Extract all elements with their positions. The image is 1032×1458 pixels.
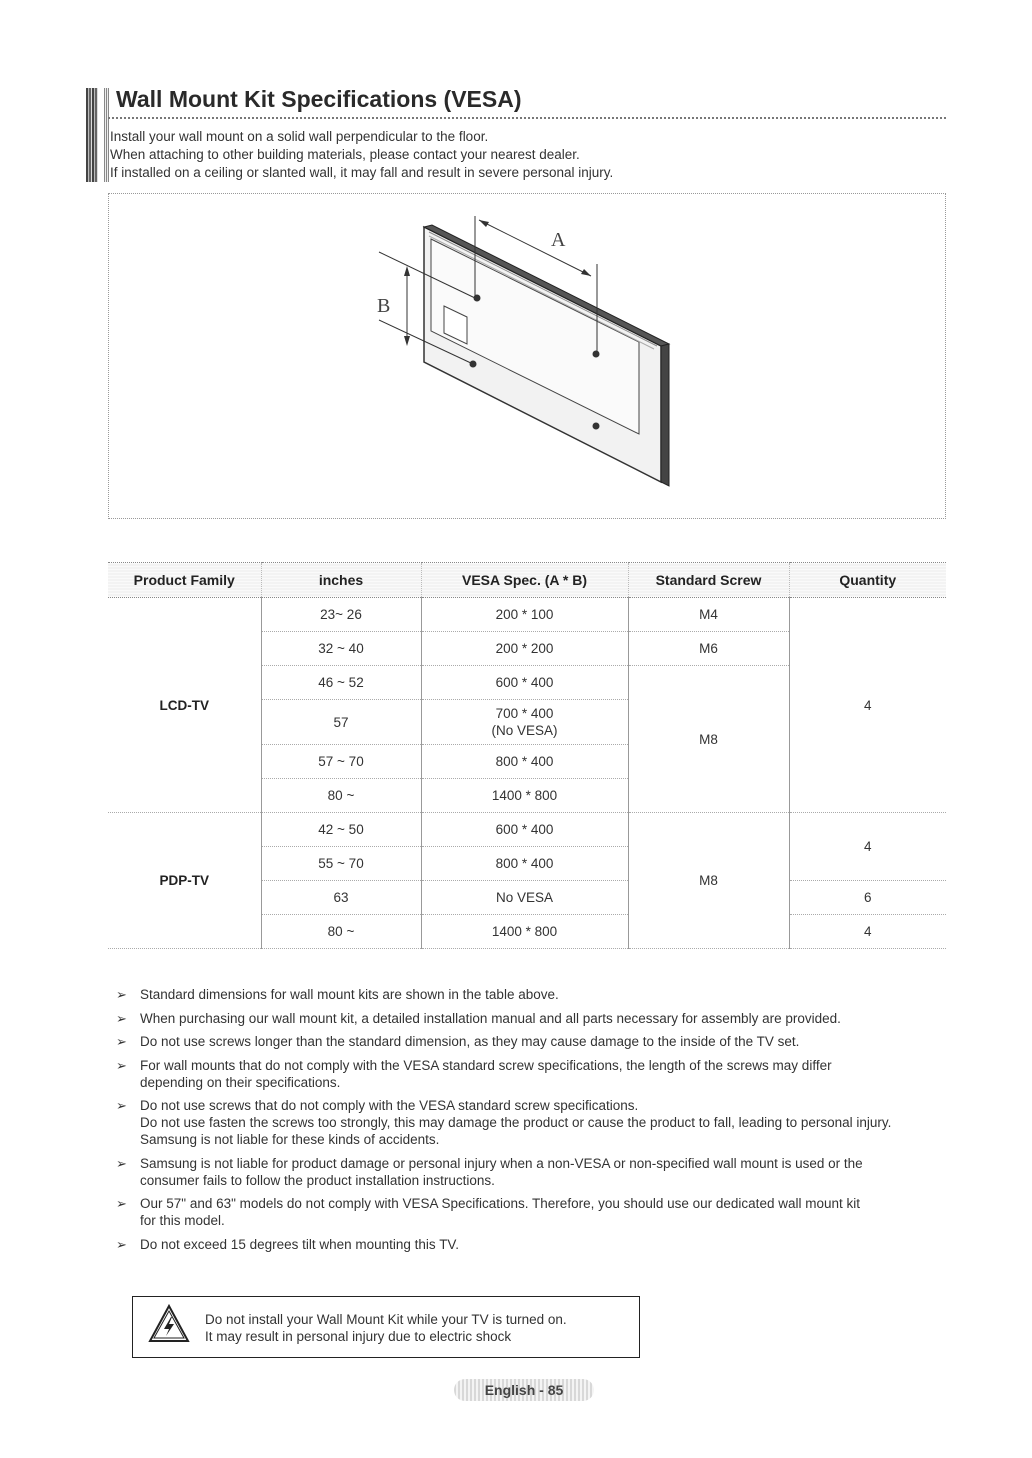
- note-item: [116, 1010, 946, 1027]
- note-line: Do not use screws that do not comply with the VESA standard screw specifications.: [140, 1098, 639, 1113]
- quantity-cell: 4: [789, 598, 946, 813]
- note-item: [116, 1097, 946, 1148]
- warning-text: [205, 1311, 567, 1345]
- note-item: [116, 1236, 946, 1253]
- vesa-cell: 1400 * 800: [421, 779, 628, 813]
- inches-cell: 80 ~: [261, 779, 421, 813]
- vesa-cell: 600 * 400: [421, 813, 628, 847]
- note-arrow-icon: ➢: [116, 1236, 127, 1252]
- product-family-cell: PDP-TV: [108, 813, 261, 949]
- inches-cell: 42 ~ 50: [261, 813, 421, 847]
- quantity-cell: 4: [789, 813, 946, 881]
- inches-cell: 57 ~ 70: [261, 745, 421, 779]
- screw-cell: M4: [628, 598, 789, 632]
- table-header-row: [108, 563, 946, 598]
- note-line: Standard dimensions for wall mount kits are shown in the table above.: [140, 987, 559, 1002]
- page-title: Wall Mount Kit Specifications (VESA): [116, 86, 522, 112]
- note-item: [116, 986, 946, 1003]
- inches-cell: 23~ 26: [261, 598, 421, 632]
- column-header-quantity: Quantity: [789, 563, 946, 598]
- inches-cell: 55 ~ 70: [261, 847, 421, 881]
- vesa-cell: 200 * 100: [421, 598, 628, 632]
- warning-line: Do not install your Wall Mount Kit while your TV is turned on.: [205, 1312, 567, 1327]
- intro-line: If installed on a ceiling or slanted wall, it may fall and result in severe personal injury.: [110, 165, 614, 180]
- pdp-tv-group: [108, 813, 946, 949]
- inches-cell: 46 ~ 52: [261, 666, 421, 700]
- note-item: [116, 1155, 946, 1189]
- warning-box: [132, 1296, 640, 1358]
- tv-back-illustration: [108, 193, 946, 519]
- vesa-cell: No VESA: [421, 881, 628, 915]
- column-header-vesa-spec: VESA Spec. (A * B): [421, 563, 628, 598]
- title-divider: [108, 117, 946, 119]
- inches-cell: 32 ~ 40: [261, 632, 421, 666]
- mount-hole: [593, 351, 600, 358]
- inches-cell: 80 ~: [261, 915, 421, 949]
- note-line: depending on their specifications.: [140, 1074, 341, 1090]
- table-row: [108, 598, 946, 632]
- note-arrow-icon: ➢: [116, 1098, 127, 1113]
- note-line: Samsung is not liable for these kinds of accidents.: [140, 1132, 440, 1147]
- screw-cell: M8: [628, 813, 789, 949]
- header-accent-bar-thin: [104, 88, 109, 182]
- intro-line: When attaching to other building materials, please contact your nearest dealer.: [110, 147, 580, 162]
- note-line: For wall mounts that do not comply with the VESA standard screw specifications, the length of the screws may differ: [140, 1057, 832, 1073]
- note-line: Samsung is not liable for product damage or personal injury when a non-VESA or non-specified wall mount is used or the: [140, 1155, 863, 1171]
- product-family-cell: LCD-TV: [108, 598, 261, 813]
- note-line: for this model.: [140, 1213, 225, 1228]
- table-row: [108, 813, 946, 847]
- note-line: When purchasing our wall mount kit, a detailed installation manual and all parts necessary for assembly are provided.: [140, 1010, 841, 1026]
- note-arrow-icon: ➢: [116, 1196, 127, 1211]
- screw-cell: M8: [628, 666, 789, 813]
- note-line: Do not use fasten the screws too strongly, this may damage the product or cause the product to fall, leading to personal injury.: [140, 1115, 892, 1130]
- note-arrow-icon: ➢: [116, 1155, 127, 1171]
- vesa-cell: 800 * 400: [421, 745, 628, 779]
- note-arrow-icon: ➢: [116, 1034, 127, 1049]
- vesa-cell: 200 * 200: [421, 632, 628, 666]
- quantity-cell: 4: [789, 915, 946, 949]
- vesa-value: 700 * 400: [495, 706, 554, 721]
- mount-hole: [593, 423, 600, 430]
- note-arrow-icon: ➢: [116, 1057, 127, 1073]
- note-line: Do not exceed 15 degrees tilt when mounting this TV.: [140, 1236, 459, 1252]
- vesa-cell: 1400 * 800: [421, 915, 628, 949]
- warning-line: It may result in personal injury due to electric shock: [205, 1329, 512, 1344]
- column-header-inches: inches: [261, 563, 421, 598]
- intro-line: Install your wall mount on a solid wall perpendicular to the floor.: [110, 129, 489, 144]
- screw-cell: M6: [628, 632, 789, 666]
- lcd-tv-group: [108, 598, 946, 813]
- vesa-note: (No VESA): [491, 723, 558, 738]
- inches-cell: 57: [261, 700, 421, 745]
- vesa-cell: [421, 700, 628, 745]
- note-item: [116, 1033, 946, 1050]
- note-line: Our 57" and 63" models do not comply with VESA Specifications. Therefore, you should use our dedicated wall mount kit: [140, 1196, 860, 1211]
- note-line: Do not use screws longer than the standard dimension, as they may cause damage to the inside of the TV set.: [140, 1034, 800, 1049]
- dimension-a-label: A: [551, 229, 566, 251]
- column-header-product-family: Product Family: [108, 563, 261, 598]
- note-arrow-icon: ➢: [116, 1010, 127, 1026]
- header-accent-bar: [86, 88, 98, 182]
- note-item: [116, 1057, 946, 1091]
- quantity-cell: 6: [789, 881, 946, 915]
- column-header-standard-screw: Standard Screw: [628, 563, 789, 598]
- dimension-b-label: B: [377, 295, 391, 317]
- vesa-cell: 800 * 400: [421, 847, 628, 881]
- page-number-badge: English - 85: [454, 1379, 594, 1401]
- vesa-cell: 600 * 400: [421, 666, 628, 700]
- note-item: [116, 1195, 946, 1229]
- note-line: consumer fails to follow the product installation instructions.: [140, 1172, 495, 1188]
- intro-text: [110, 128, 940, 182]
- electric-shock-warning-icon: [147, 1303, 191, 1345]
- note-arrow-icon: ➢: [116, 987, 127, 1002]
- inches-cell: 63: [261, 881, 421, 915]
- tv-side-edge: [661, 344, 669, 486]
- notes-list: [116, 986, 946, 1259]
- tv-back-drawing: [109, 194, 947, 520]
- vesa-spec-table: [108, 562, 946, 949]
